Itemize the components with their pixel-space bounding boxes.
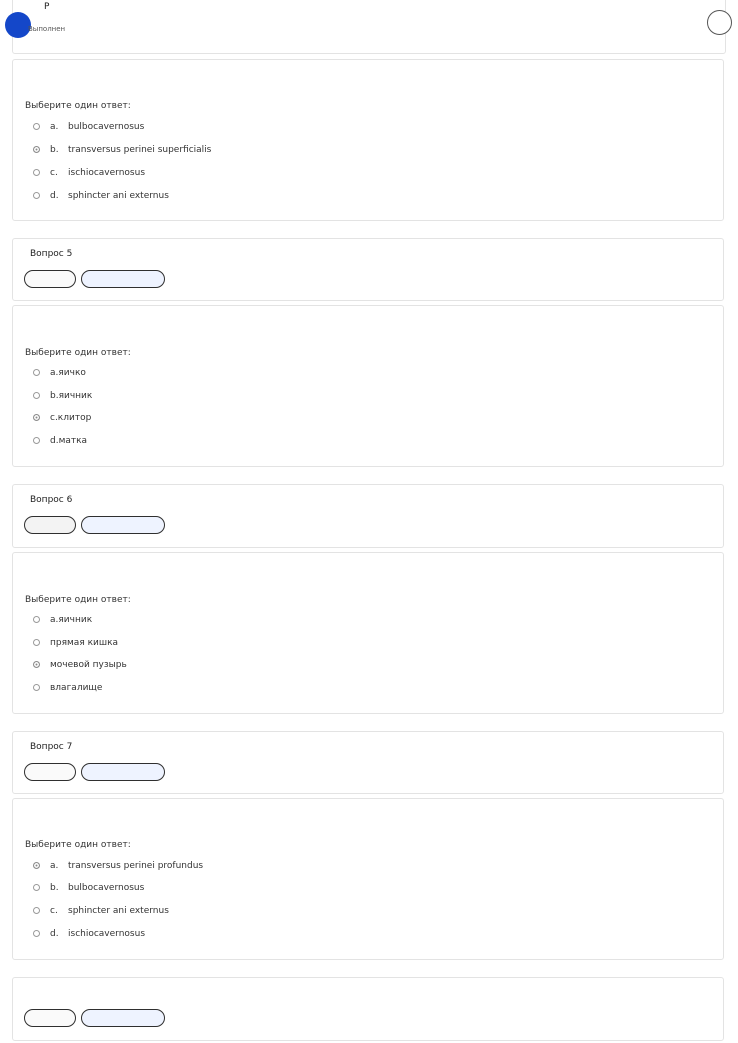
radio-button[interactable] xyxy=(33,930,40,937)
question-action-button[interactable] xyxy=(24,516,76,534)
answer-option-a[interactable] xyxy=(33,368,173,380)
radio-button[interactable] xyxy=(33,639,40,646)
option-text: мочевой пузырь xyxy=(50,660,127,670)
option-text: a.яичко xyxy=(50,368,86,378)
option-text: bulbocavernosus xyxy=(68,883,145,893)
radio-button-selected[interactable] xyxy=(33,862,40,869)
option-letter: b. xyxy=(50,883,59,893)
radio-button[interactable] xyxy=(33,884,40,891)
answer-option-c[interactable] xyxy=(33,413,173,425)
answer-prompt: Выберите один ответ: xyxy=(25,101,131,111)
radio-button[interactable] xyxy=(33,616,40,623)
option-letter: d. xyxy=(50,191,59,201)
answer-option-a[interactable] xyxy=(33,615,193,627)
header-subtext: Выполнен xyxy=(28,25,66,33)
question-title: Вопрос 6 xyxy=(30,495,73,505)
answer-option-a[interactable] xyxy=(33,122,253,134)
question-action-button[interactable] xyxy=(24,1009,76,1027)
radio-button[interactable] xyxy=(33,392,40,399)
option-letter: a. xyxy=(50,861,59,871)
question-title: Вопрос 7 xyxy=(30,742,73,752)
question-action-button[interactable] xyxy=(24,270,76,288)
option-letter: d. xyxy=(50,929,59,939)
option-text: b.яичник xyxy=(50,391,93,401)
question-title: Вопрос 5 xyxy=(30,249,73,259)
top-card-remnant xyxy=(12,0,726,54)
question-header-next xyxy=(12,977,724,1041)
radio-button[interactable] xyxy=(33,437,40,444)
option-text: ischiocavernosus xyxy=(68,929,146,939)
option-text: bulbocavernosus xyxy=(68,122,145,132)
question-flag-button[interactable] xyxy=(81,516,165,534)
option-text: sphincter ani externus xyxy=(68,906,169,916)
option-text: d.матка xyxy=(50,436,88,446)
question-action-button[interactable] xyxy=(24,763,76,781)
option-text: прямая кишка xyxy=(50,638,119,648)
question-header-q6 xyxy=(12,484,724,548)
answer-option-b[interactable] xyxy=(33,391,173,403)
radio-button[interactable] xyxy=(33,192,40,199)
radio-button[interactable] xyxy=(33,369,40,376)
option-letter: b. xyxy=(50,145,59,155)
radio-button[interactable] xyxy=(33,169,40,176)
option-text: c.клитор xyxy=(50,413,92,423)
answer-option-d[interactable] xyxy=(33,436,173,448)
option-text: ischiocavernosus xyxy=(68,168,146,178)
answer-option-d[interactable] xyxy=(33,929,253,941)
option-text: влагалище xyxy=(50,683,103,693)
question-flag-button[interactable] xyxy=(81,1009,165,1027)
radio-button-selected[interactable] xyxy=(33,146,40,153)
option-text: transversus perinei profundus xyxy=(68,861,204,871)
radio-button-selected[interactable] xyxy=(33,661,40,668)
question-header-q7 xyxy=(12,731,724,794)
radio-button[interactable] xyxy=(33,907,40,914)
option-letter: a. xyxy=(50,122,59,132)
answer-option-a[interactable] xyxy=(33,861,253,873)
answer-option-b[interactable] xyxy=(33,638,193,650)
question-flag-button[interactable] xyxy=(81,270,165,288)
answer-option-c[interactable] xyxy=(33,660,193,672)
option-letter: c. xyxy=(50,168,58,178)
question-header-q5 xyxy=(12,238,724,301)
answer-option-d[interactable] xyxy=(33,683,193,695)
question-flag-button[interactable] xyxy=(81,763,165,781)
answer-card-q7 xyxy=(12,798,724,960)
answer-prompt: Выберите один ответ: xyxy=(25,348,131,358)
answer-option-c[interactable] xyxy=(33,168,253,180)
answer-option-d[interactable] xyxy=(33,191,253,203)
answer-option-c[interactable] xyxy=(33,906,253,918)
answer-prompt: Выберите один ответ: xyxy=(25,840,131,850)
option-text: transversus perinei superficialis xyxy=(68,145,212,155)
answer-card-q5 xyxy=(12,305,724,467)
answer-option-b[interactable] xyxy=(33,145,253,157)
header-marker: P xyxy=(44,2,50,12)
radio-button[interactable] xyxy=(33,123,40,130)
top-right-circle-icon[interactable] xyxy=(707,10,732,35)
option-letter: c. xyxy=(50,906,58,916)
answer-card-q6 xyxy=(12,552,724,714)
answer-prompt: Выберите один ответ: xyxy=(25,595,131,605)
answer-card-q4 xyxy=(12,59,724,221)
answer-option-b[interactable] xyxy=(33,883,253,895)
option-text: a.яичник xyxy=(50,615,93,625)
option-text: sphincter ani externus xyxy=(68,191,169,201)
radio-button-selected[interactable] xyxy=(33,414,40,421)
radio-button[interactable] xyxy=(33,684,40,691)
